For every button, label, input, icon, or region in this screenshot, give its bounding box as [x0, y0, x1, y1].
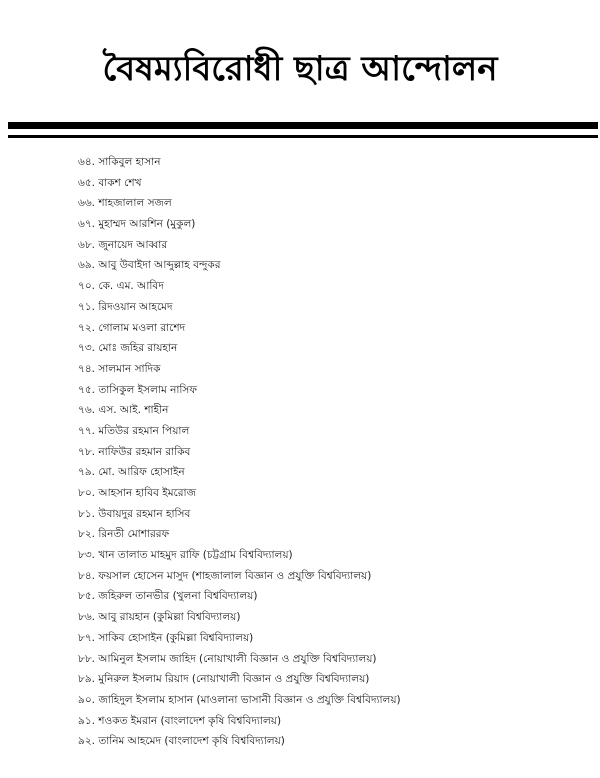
list-item: ৬৬. শাহজালাল সজল	[78, 197, 172, 210]
list-item: ৮২. রিনতী মোশাররফ	[78, 528, 170, 541]
list-item: ৮১. উবায়দুর রহমান হাসিব	[78, 507, 191, 520]
list-item: ৬৫. বাকশ শেখ	[78, 176, 142, 189]
list-item: ৮৪. ফয়সাল হোসেন মাসুদ (শাহজালাল বিজ্ঞান ও প্রযুক্তি বিশ্ববিদ্যালয়)	[78, 569, 372, 582]
list-item: ৬৯. আবু উবাইদা আব্দুল্লাহ বন্দুকর	[78, 259, 221, 272]
title-divider-thin	[8, 135, 598, 138]
list-item: ৭৪. সালমান সাদিক	[78, 362, 161, 375]
list-item: ৮৫. জহিরুল তানভীর (খুলনা বিশ্ববিদ্যালয়)	[78, 590, 258, 603]
list-item: ৮০. আহসান হাবিব ইমরোজ	[78, 487, 196, 499]
list-item: ৯২. তানিম আহমেদ (বাংলাদেশ কৃষি বিশ্ববিদ্যালয়)	[78, 735, 285, 748]
list-item: ৭৩. মোঃ জহির রায়হান	[78, 342, 178, 355]
list-item: ৬৮. জুনায়েদ আব্বার	[78, 238, 168, 251]
list-item: ৭১. রিদওয়ান আহমেদ	[78, 300, 173, 313]
list-item: ৭৮. নাফিউর রহমান রাকিব	[78, 445, 191, 458]
list-item: ৮৬. আবু রায়হান (কুমিল্লা বিশ্ববিদ্যালয়)	[78, 611, 241, 624]
document-title: বৈষম্যবিরোধী ছাত্র আন্দোলন	[102, 49, 498, 89]
list-item: ৬৪. সাকিবুল হাসান	[78, 156, 161, 168]
list-item: ৯১. শওকত ইমরান (বাংলাদেশ কৃষি বিশ্ববিদ্যালয়)	[78, 714, 282, 727]
list-item: ৭০. কে. এম. আবিদ	[78, 280, 164, 293]
list-item: ৭৯. মো. আরিফ হোসাইন	[78, 466, 185, 479]
list-item: ৬৭. মুহাম্মদ আরশিন (মুকুল)	[78, 218, 196, 231]
list-item: ৯০. জাহিদুল ইসলাম হাসান (মাওলানা ভাসানী বিজ্ঞান ও প্রযুক্তি বিশ্ববিদ্যালয়)	[78, 693, 401, 706]
list-item: ৭২. গোলাম মওলা রাশেদ	[78, 321, 186, 334]
list-item: ৮৮. আমিনুল ইসলাম জাহিদ (নোয়াখালী বিজ্ঞান ও প্রযুক্তি বিশ্ববিদ্যালয়)	[78, 652, 377, 665]
name-list	[78, 152, 588, 752]
list-item: ৭৫. তাসিকুল ইসলাম নাসিফ	[78, 383, 198, 396]
list-item: ৭৬. এস. আই. শাহীন	[78, 404, 169, 417]
title-divider-thick	[8, 122, 598, 129]
list-item: ৮৩. খান তালাত মাহমুদ রাফি (চট্টগ্রাম বিশ্ববিদ্যালয়)	[78, 549, 293, 562]
list-item: ৮৯. মুনিরুল ইসলাম রিয়াদ (নোয়াখালী বিজ্ঞান ও প্রযুক্তি বিশ্ববিদ্যালয়)	[78, 673, 370, 686]
list-item: ৭৭. মতিউর রহমান পিয়াল	[78, 424, 190, 437]
list-item: ৮৭. সাকিব হোসাইন (কুমিল্লা বিশ্ববিদ্যালয়)	[78, 631, 254, 644]
